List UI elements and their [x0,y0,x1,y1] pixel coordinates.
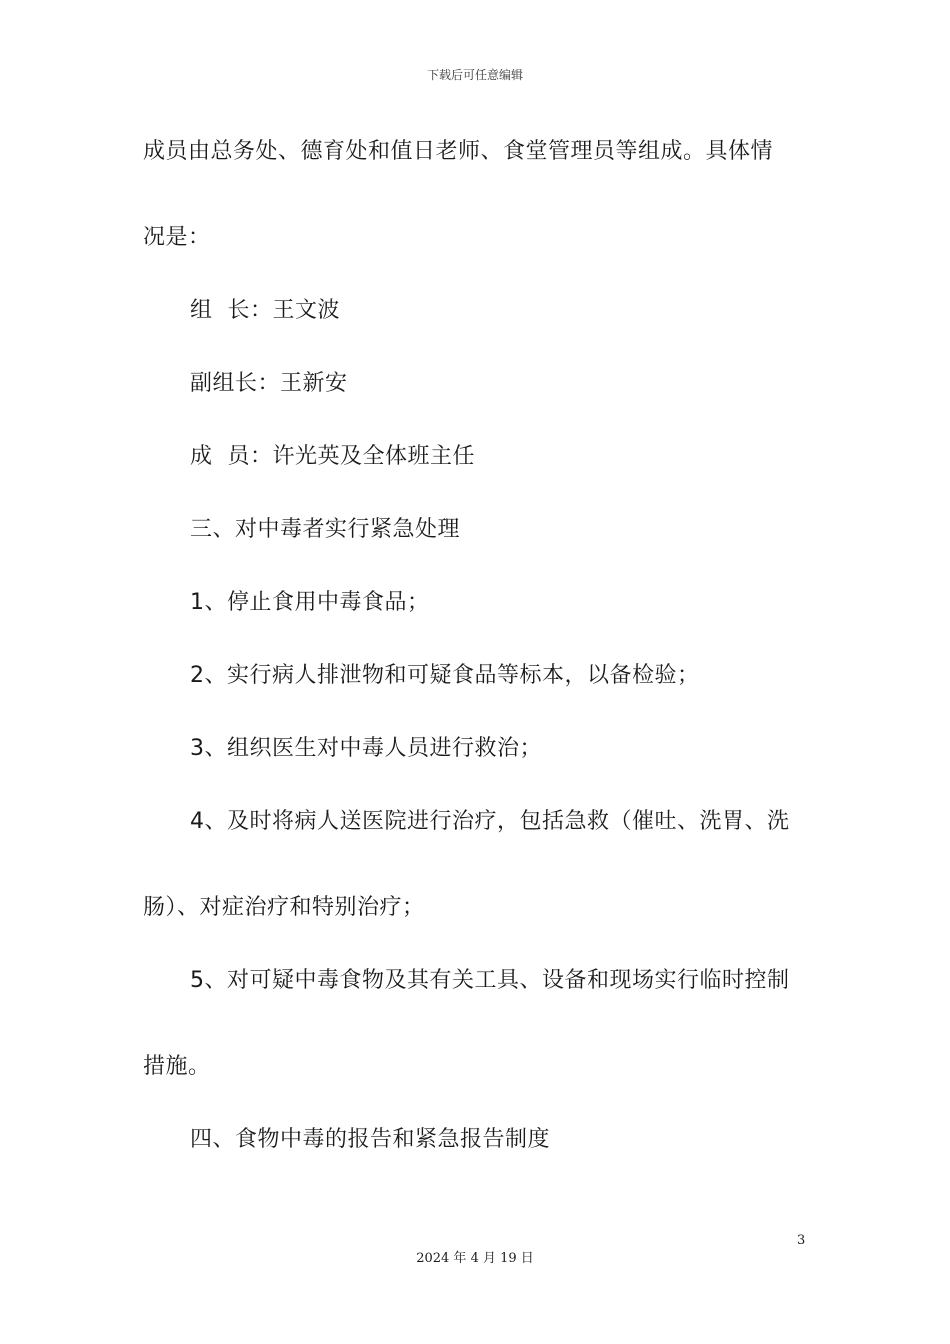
leader-line: 组 长：王文波 [190,298,340,323]
list-item-2: 2、实行病人排泄物和可疑食品等标本，以备检验； [190,663,700,688]
members-line: 成 员：许光英及全体班主任 [190,444,475,469]
page-header: 下载后可任意编辑 [426,68,523,82]
body-line-2: 况是： [143,225,211,250]
deputy-leader-line: 副组长：王新安 [190,371,348,396]
section-heading-4: 四、食物中毒的报告和紧急报告制度 [190,1127,551,1152]
page-number: 3 [797,1233,806,1248]
list-item-4-cont: 肠）、对症治疗和特别治疗； [143,895,425,920]
list-item-5: 5、对可疑中毒食物及其有关工具、设备和现场实行临时控制 [190,968,790,993]
list-item-4: 4、及时将病人送医院进行治疗，包括急救（催吐、洗胃、洗 [190,809,790,834]
footer-date: 2024 年 4 月 19 日 [416,1251,534,1266]
section-heading-3: 三、对中毒者实行紧急处理 [190,517,461,542]
list-item-3: 3、组织医生对中毒人员进行救治； [190,736,542,761]
list-item-5-cont: 措施。 [143,1054,211,1079]
body-line-1: 成员由总务处、德育处和值日老师、食堂管理员等组成。具体情 [143,139,774,164]
list-item-1: 1、停止食用中毒食品； [190,590,430,615]
